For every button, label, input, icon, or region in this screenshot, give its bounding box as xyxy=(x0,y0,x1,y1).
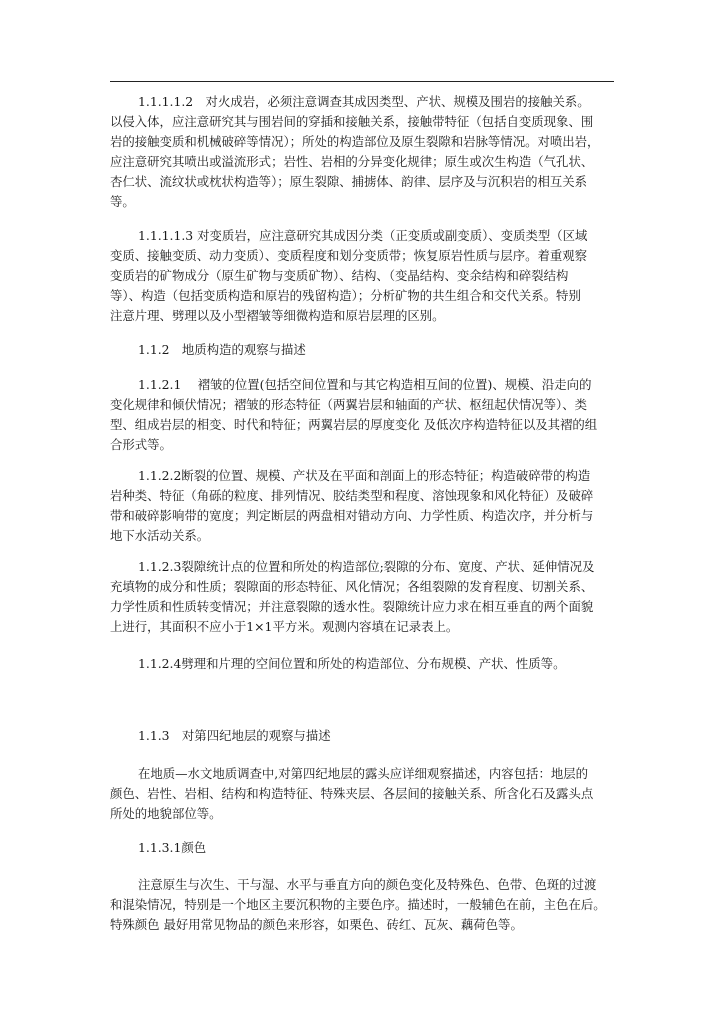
text-line: 型、组成岩层的相变、时代和特征；两翼岩层的厚度变化 及低次序构造特征以及其褶的组 xyxy=(110,417,598,432)
text-line: 力学性质和性质转变情况；并注意裂隙的透水性。裂隙统计应力求在相互垂直的两个面貌 xyxy=(110,599,594,614)
text-line: 变质岩的矿物成分（原生矿物与变质矿物）、结构、（变晶结构、变余结构和碎裂结构 xyxy=(110,268,569,283)
paragraph-cleavage-schistosity xyxy=(110,654,615,674)
paragraph-quaternary-strata xyxy=(110,764,615,824)
text-line: 1.1.2.2断裂的位置、规模、产状及在平面和剖面上的形态特征；构造破碎带的构造 xyxy=(138,468,591,483)
text-line: 等。 xyxy=(110,194,135,209)
text-line: 等）、构造（包括变质构造和原岩的残留构造）；分析矿物的共生组合和交代关系。特别 xyxy=(110,288,581,303)
heading-text: 1.1.3.1颜色 xyxy=(138,840,207,855)
text-line: 注意原生与次生、干与湿、水平与垂直方向的颜色变化及特殊色、色带、色斑的过渡 xyxy=(138,877,597,892)
text-line: 杏仁状、流纹状或枕状构造等）；原生裂隙、捕掳体、韵律、层序及与沉积岩的相互关系 xyxy=(110,174,588,189)
paragraph-metamorphic-rocks xyxy=(110,226,615,326)
text-line: 1.1.2.4劈理和片理的空间位置和所处的构造部位、分布规模、产状、性质等。 xyxy=(138,656,566,671)
text-line: 岩种类、特征（角砾的粒度、排列情况、胶结类型和程度、溶蚀现象和风化特征）及破碎 xyxy=(110,488,594,503)
text-line: 1.1.2.3裂隙统计点的位置和所处的构造部位;裂隙的分布、宽度、产状、延伸情况及 xyxy=(138,559,595,574)
text-line: 岩的接触变质和机械破碎等情况）；所处的构造部位及原生裂隙和岩脉等情况。对喷出岩， xyxy=(110,134,600,149)
paragraph-igneous-rocks xyxy=(110,92,615,212)
text-line: 充填物的成分和性质；裂隙面的形态特征、风化情况；各组裂隙的发育程度、切割关系、 xyxy=(110,579,594,594)
paragraph-folds xyxy=(110,375,615,455)
text-line: 变化规律和倾伏情况；褶皱的形态特征（两翼岩层和轴面的产状、枢纽起伏情况等）、类 xyxy=(110,397,588,412)
text-line: 特殊颜色 最好用常见物品的颜色来形容，如栗色、砖红、瓦灰、藕荷色等。 xyxy=(110,917,523,932)
text-line: 在地质—水文地质调查中,对第四纪地层的露头应详细观察描述，内容包括：地层的 xyxy=(138,766,589,781)
heading-text: 1.1.2 地质构造的观察与描述 xyxy=(138,342,306,357)
section-heading-1-1-3-1 xyxy=(110,838,615,858)
text-line: 合形式等。 xyxy=(110,437,172,452)
text-line: 和混染情况，特别是一个地区主要沉积物的主要色序。描述时，一般辅色在前，主色在后。 xyxy=(110,897,606,912)
text-line: 地下水活动关系。 xyxy=(110,528,210,543)
text-line: 以侵入体，应注意研究其与围岩间的穿插和接触关系，接触带特征（包括自变质现象、围 xyxy=(110,114,594,129)
text-line: 1.1.1.1.3 对变质岩，应注意研究其成因分类（正变质或副变质）、变质类型（区域 xyxy=(138,228,588,243)
text-line: 应注意研究其喷出或溢流形式；岩性、岩相的分异变化规律；原生或次生构造（气孔状、 xyxy=(110,154,594,169)
paragraph-faults xyxy=(110,466,615,546)
text-line: 颜色、岩性、岩相、结构和构造特征、特殊夹层、各层间的接触关系、所含化石及露头点 xyxy=(110,786,594,801)
section-heading-1-1-2 xyxy=(110,340,615,360)
text-line: 所处的地貌部位等。 xyxy=(110,806,222,821)
section-heading-1-1-3 xyxy=(110,726,615,746)
text-line: 上进行，其面积不应小于1×1平方米。观测内容填在记录表上。 xyxy=(110,619,459,634)
paragraph-fractures xyxy=(110,557,615,637)
text-line: 带和破碎影响带的宽度；判定断层的两盘相对错动方向、力学性质、构造次序，并分析与 xyxy=(110,508,594,523)
paragraph-color xyxy=(110,875,615,935)
header-rule xyxy=(110,81,614,82)
heading-text: 1.1.3 对第四纪地层的观察与描述 xyxy=(138,728,331,743)
text-line: 1.1.2.1 褶皱的位置(包括空间位置和与其它构造相互间的位置)、规模、沿走向的 xyxy=(138,377,592,392)
text-line: 注意片理、劈理以及小型褶皱等细微构造和原岩层理的区别。 xyxy=(110,308,445,323)
text-line: 1.1.1.1.2 对火成岩，必须注意调查其成因类型、产状、规模及围岩的接触关系。 xyxy=(138,94,590,109)
text-line: 变质、接触变质、动力变质）、变质程度和划分变质带；恢复原岩性质与层序。着重观察 xyxy=(110,248,588,263)
